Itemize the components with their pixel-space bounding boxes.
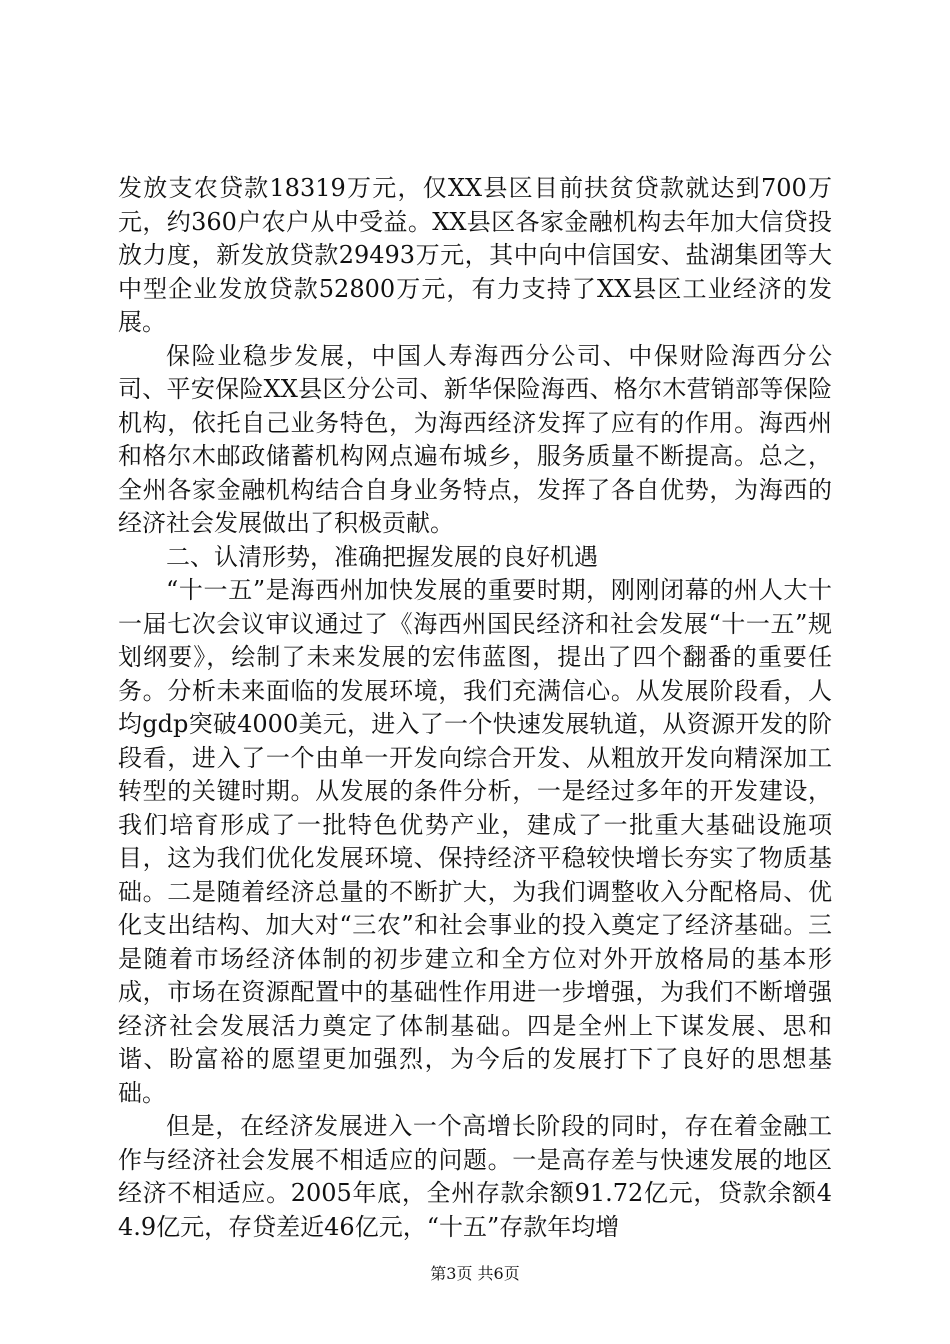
paragraph-eleventh-five-year-plan: “十一五”是海西州加快发展的重要时期，刚刚闭幕的州人大十一届七次会议审议通过了《海西州国民经济和社会发展“十一五”规划纲要》，绘制了未来发展的宏伟蓝图，提出了四个翻番的重要任务。分析未来面临的发展环境，我们充满信心。从发展阶段看，人均gdp突破4000美元，进入了一个快速发展轨道，从资源开发的阶段看，进入了一个由单一开发向综合开发、从粗放开发向精深加工转型的关键时期。从发展的条件分析，一是经过多年的开发建设，我们培育形成了一批特色优势产业，建成了一批重大基础设施项目，这为我们优化发展环境、保持经济平稳较快增长夯实了物质基础。二是随着经济总量的不断扩大，为我们调整收入分配格局、优化支出结构、加大对“三农”和社会事业的投入奠定了经济基础。三是随着市场经济体制的初步建立和全方位对外开放格局的基本形成，市场在资源配置中的基础性作用进一步增强，为我们不断增强经济社会发展活力奠定了体制基础。四是全州上下谋发展、思和谐、盼富裕的愿望更加强烈，为今后的发展打下了良好的思想基础。 [118,576,832,1107]
page-footer: 第3页 共6页 [430,1264,520,1283]
section-heading-2: 二、认清形势，准确把握发展的良好机遇 [166,542,598,571]
paragraph-insurance: 保险业稳步发展，中国人寿海西分公司、中保财险海西分公司、平安保险XX县区分公司、新华保险海西、格尔木营销部等保险机构，依托自己业务特色，为海西经济发挥了应有的作用。海西州和格尔木邮政储蓄机构网点遍布城乡，服务质量不断提高。总之，全州各家金融机构结合自身业务特点，发挥了各自优势，为海西的经济社会发展做出了积极贡献。 [118,341,832,537]
paragraph-loans: 发放支农贷款18319万元，仅XX县区目前扶贫贷款就达到700万元，约360户农户从中受益。XX县区各家金融机构去年加大信贷投放力度，新发放贷款29493万元，其中向中信国安、盐湖集团等大中型企业发放贷款52800万元，有力支持了XX县区工业经济的发展。 [118,174,832,336]
document-body [118,172,832,1244]
paragraph-problems: 但是，在经济发展进入一个高增长阶段的同时，存在着金融工作与经济社会发展不相适应的问题。一是高存差与快速发展的地区经济不相适应。2005年底，全州存款余额91.72亿元，贷款余额44.9亿元，存贷差近46亿元，“十五”存款年均增 [118,1112,832,1241]
